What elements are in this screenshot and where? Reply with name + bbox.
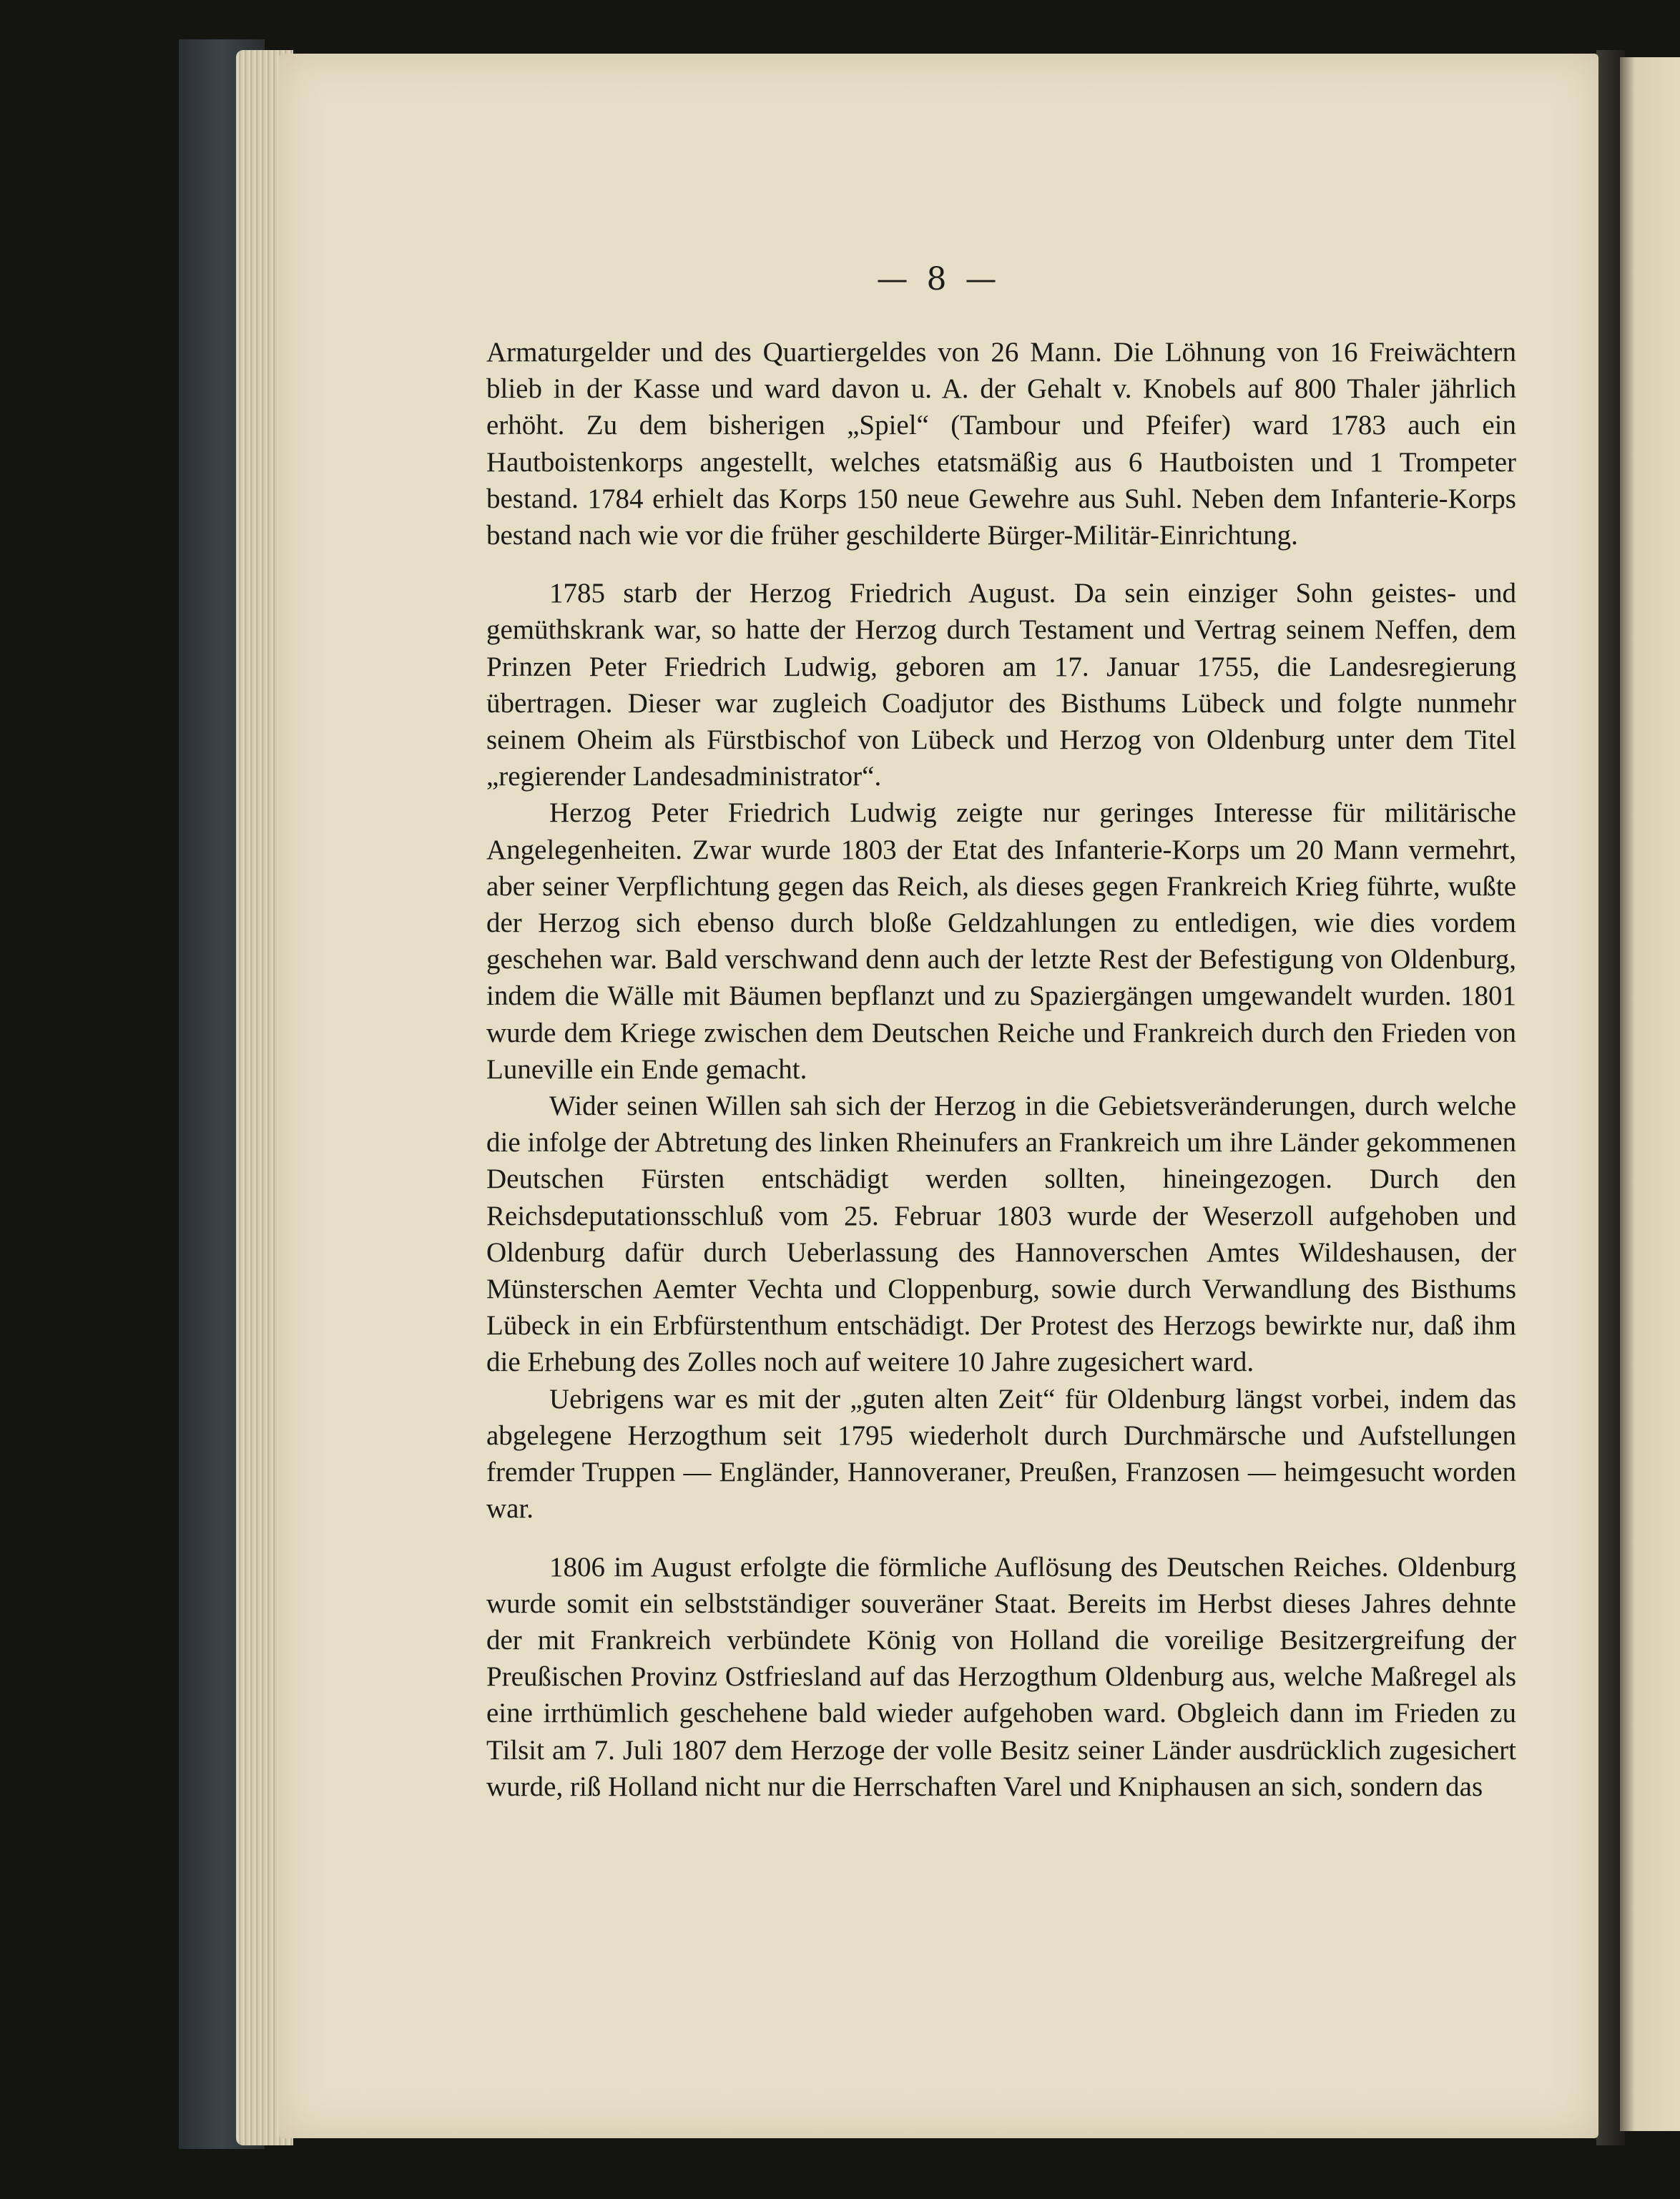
facing-page-edge	[1620, 57, 1680, 2131]
paragraph-2: 1785 starb der Herzog Friedrich August. Da sein einziger Sohn geistes- und gemüthskrank war, so hatte der Herzog durch Testament und Vertrag seinem Neffen, dem Prinzen Peter Friedrich Ludwig, geboren am 17. Januar 1755, die Landesregierung übertragen. Dieser war zugleich Coadjutor des Bisthums Lübeck und folgte nunmehr seinem Oheim als Fürstbischof von Lübeck und Herzog von Oldenburg unter dem Titel „regierender Landesadministrator“.	[486, 578, 1516, 792]
paragraph-6: 1806 im August erfolgte die förmliche Auflösung des Deutschen Reiches. Oldenburg wurde somit ein selbstständiger souveräner Staat. Bereits im Herbst dieses Jahres dehnte der mit Frankreich verbündete König von Holland die voreilige Besitzergreifung der Preußischen Provinz Ostfriesland auf das Herzogthum Oldenburg aus, welche Maßregel als eine irrthümlich geschehene bald wieder aufgehoben ward. Obgleich dann im Frieden zu Tilsit am 7. Juli 1807 dem Herzoge der volle Besitz seiner Länder ausdrücklich zugesichert wurde, riß Holland nicht nur die Herrschaften Varel und Kniphausen an sich, sondern das	[486, 1551, 1516, 1802]
paragraph-1: Armaturgelder und des Quartiergeldes von 26 Mann. Die Löhnung von 16 Freiwächtern blieb in der Kasse und ward davon u. A. der Gehalt v. Knobels auf 800 Thaler jährlich erhöht. Zu dem bisherigen „Spiel“ (Tambour und Pfeifer) ward 1783 auch ein Hautboistenkorps angestellt, welches etatsmäßig aus 6 Hautboisten und 1 Trompeter bestand. 1784 erhielt das Korps 150 neue Gewehre aus Suhl. Neben dem Infanterie-Korps bestand nach wie vor die früher geschilderte Bürger-Militär-Einrichtung.	[486, 337, 1516, 551]
paragraph-3: Herzog Peter Friedrich Ludwig zeigte nur geringes Interesse für militärische Angelegenheiten. Zwar wurde 1803 der Etat des Infanterie-Korps um 20 Mann vermehrt, aber seiner Verpflichtung gegen das Reich, als dieses gegen Frankreich Krieg führte, wußte der Herzog sich ebenso durch bloße Geldzahlungen zu entledigen, wie dies vordem geschehen war. Bald verschwand denn auch der letzte Rest der Befestigung von Oldenburg, indem die Wälle mit Bäumen bepflanzt und zu Spaziergängen umgewandelt wurden. 1801 wurde dem Kriege zwischen dem Deutschen Reiche und Frankreich durch den Frieden von Luneville ein Ende gemacht.	[486, 797, 1516, 1085]
page-number: — 8 —	[876, 261, 1001, 297]
paragraph-4: Wider seinen Willen sah sich der Herzog in die Gebietsveränderungen, durch welche die infolge der Abtretung des linken Rheinufers an Frankreich um ihre Länder gekommenen Deutschen Fürsten entschädigt werden sollten, hineingezogen. Durch den Reichsdeputationsschluß vom 25. Februar 1803 wurde der Weserzoll aufgehoben und Oldenburg dafür durch Ueberlassung des Hannoverschen Amtes Wildeshausen, der Münsterschen Aemter Vechta und Cloppenburg, sowie durch Verwandlung des Bisthums Lübeck in ein Erbfürstenthum entschädigt. Der Protest des Herzogs bewirkte nur, daß ihm die Erhebung des Zolles noch auf weitere 10 Jahre zugesichert ward.	[486, 1091, 1516, 1378]
paragraph-5: Uebrigens war es mit der „guten alten Zeit“ für Oldenburg längst vorbei, indem das abgelegene Herzogthum seit 1795 wiederholt durch Durchmärsche und Aufstellungen fremder Truppen — Engländer, Hannoveraner, Preußen, Franzosen — heimgesucht worden war.	[486, 1383, 1516, 1525]
page-sheet	[279, 54, 1598, 2138]
page-body	[486, 334, 1516, 1805]
